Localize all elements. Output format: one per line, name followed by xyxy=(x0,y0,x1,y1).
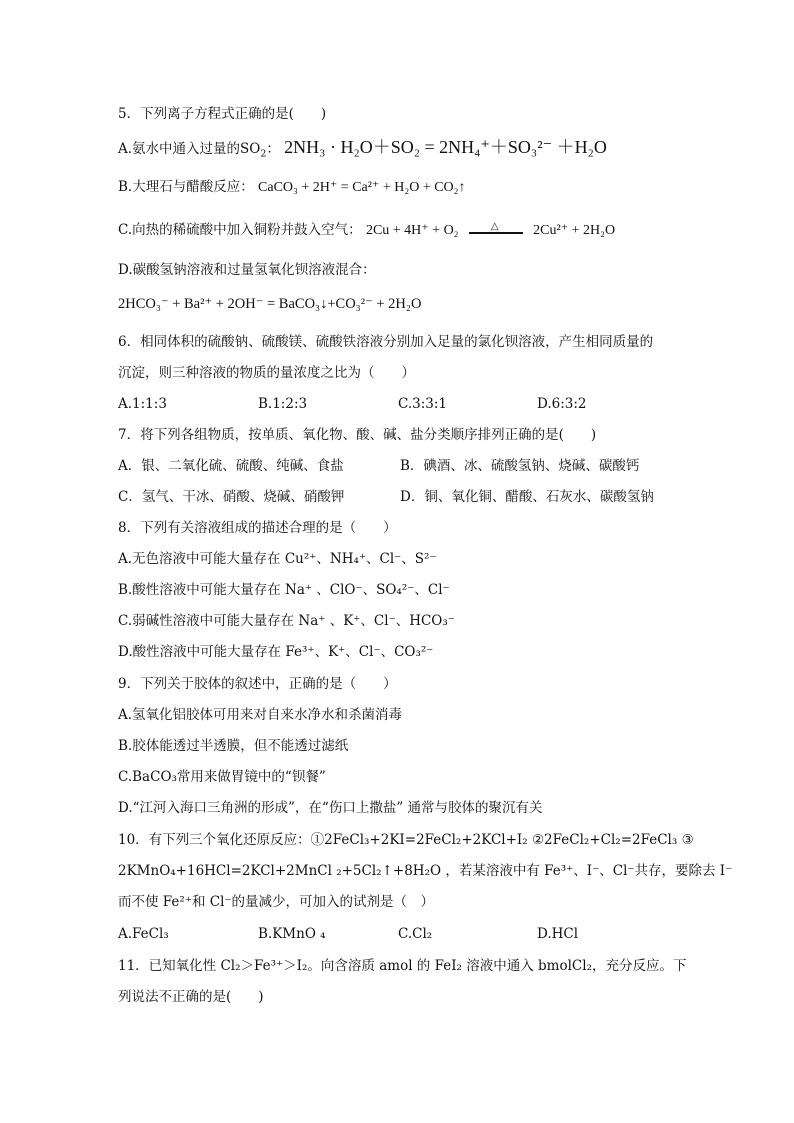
q7-option-d: D．铜、氧化铜、醋酸、石灰水、碳酸氢钠 xyxy=(400,489,654,505)
q6-option-d: D.6:3:2 xyxy=(537,396,587,412)
q7-option-a: A．银、二氧化硫、硫酸、纯碱、食盐 xyxy=(118,458,344,474)
q10-option-b: B.KMnO ₄ xyxy=(258,926,326,942)
q10-option-c: C.Cl₂ xyxy=(398,926,433,942)
q5-option-a-sub: 2 xyxy=(260,148,267,160)
q5-option-c-text: C.向热的稀硫酸中加入铜粉并鼓入空气： xyxy=(118,222,362,238)
q9-stem: 9．下列关于胶体的叙述中，正确的是（ ） xyxy=(118,676,397,692)
q6-option-b: B.1:2:3 xyxy=(258,396,308,412)
heat-triangle-icon: △ xyxy=(490,220,499,232)
q9-option-d: D.“江河入海口三角洲的形成”，在“伤口上撒盐” 通常与胶体的聚沉有关 xyxy=(118,800,543,816)
q5-stem: 5．下列离子方程式正确的是( ) xyxy=(118,106,327,122)
q10-stem-line2: 2KMnO₄+16HCl=2KCl+2MnCl ₂+5Cl₂↑+8H₂O ，若某溶液中有 Fe³⁺、I⁻、Cl⁻共存，要除去 I⁻ xyxy=(118,863,733,879)
q7-option-c: C．氢气、干冰、硝酸、烧碱、硝酸钾 xyxy=(118,489,345,505)
q6-option-a: A.1:1:3 xyxy=(118,396,167,412)
q5-option-d-equation: 2HCO₃⁻ + Ba²⁺ + 2OH⁻ = BaCO₃↓+CO₃²⁻ + 2H₂O xyxy=(118,296,422,312)
q5-option-a-colon: ： xyxy=(266,141,280,157)
q5-option-c-equation-right: 2Cu²⁺ + 2H₂O xyxy=(533,223,616,238)
q7-stem: 7．将下列各组物质，按单质、氧化物、酸、碱、盐分类顺序排列正确的是( ) xyxy=(118,427,597,443)
q5-option-a-equation: 2NH₃ · H₂O＋SO₂ = 2NH₄⁺＋SO₃²⁻ ＋H₂O xyxy=(284,137,607,157)
reaction-bar xyxy=(469,232,523,234)
q5-option-b xyxy=(118,178,466,197)
q6-option-c: C.3:3:1 xyxy=(398,396,448,412)
q10-option-a: A.FeCl₃ xyxy=(118,926,169,942)
q8-option-d: D.酸性溶液中可能大量存在 Fe³⁺、K⁺、Cl⁻、CO₃²⁻ xyxy=(118,644,434,660)
q9-option-b: B.胶体能透过半透膜，但不能透过滤纸 xyxy=(118,738,349,754)
q8-option-a: A.无色溶液中可能大量存在 Cu²⁺、NH₄⁺、Cl⁻、S²⁻ xyxy=(118,551,437,567)
q8-stem: 8．下列有关溶液组成的描述合理的是（ ） xyxy=(118,520,397,536)
q5-option-b-equation: CaCO₃ + 2H⁺ = Ca²⁺ + H₂O + CO₂↑ xyxy=(258,180,466,195)
q8-option-b: B.酸性溶液中可能大量存在 Na⁺ 、ClO⁻、SO₄²⁻、Cl⁻ xyxy=(118,582,450,598)
q11-stem-line1: 11．已知氧化性 Cl₂＞Fe³⁺＞I₂。向含溶质 amol 的 FeI₂ 溶液中通入 bmolCl₂，充分反应。下 xyxy=(118,958,687,974)
q5-option-d: D.碳酸氢钠溶液和过量氢氧化钡溶液混合： xyxy=(118,262,376,278)
q10-stem-line3: 而不使 Fe²⁺和 Cl⁻的量减少，可加入的试剂是（ ） xyxy=(118,894,435,910)
q9-option-c: C.BaCO₃常用来做胃镜中的“钡餐” xyxy=(118,769,326,785)
q8-option-c: C.弱碱性溶液中可能大量存在 Na⁺ 、K⁺、Cl⁻、HCO₃⁻ xyxy=(118,613,455,629)
heating-condition-arrow xyxy=(469,220,523,238)
q6-stem-line2: 沉淀，则三种溶液的物质的量浓度之比为（ ） xyxy=(118,365,415,381)
q9-option-a: A.氢氧化铝胶体可用来对自来水净水和杀菌消毒 xyxy=(118,707,403,723)
q5-option-a-text: A.氨水中通入过量的SO xyxy=(118,141,261,157)
q6-stem-line1: 6．相同体积的硫酸钠、硫酸镁、硫酸铁溶液分别加入足量的氯化钡溶液，产生相同质量的 xyxy=(118,334,654,350)
q5-option-c-equation-left: 2Cu + 4H⁺ + O₂ xyxy=(365,223,459,238)
q7-option-b: B．碘酒、冰、硫酸氢钠、烧碱、碳酸钙 xyxy=(400,458,640,474)
q10-stem-line1: 10．有下列三个氧化还原反应：①2FeCl₃+2KI=2FeCl₂+2KCl+I₂ ②2FeCl₂+Cl₂=2FeCl₃ ③ xyxy=(118,832,694,848)
q5-option-a xyxy=(118,138,607,164)
q10-option-d: D.HCl xyxy=(537,926,579,942)
q5-option-c xyxy=(118,221,615,240)
q11-stem-line2: 列说法不正确的是( ) xyxy=(118,989,264,1005)
q5-option-b-text: B.大理石与醋酸反应： xyxy=(118,179,254,195)
